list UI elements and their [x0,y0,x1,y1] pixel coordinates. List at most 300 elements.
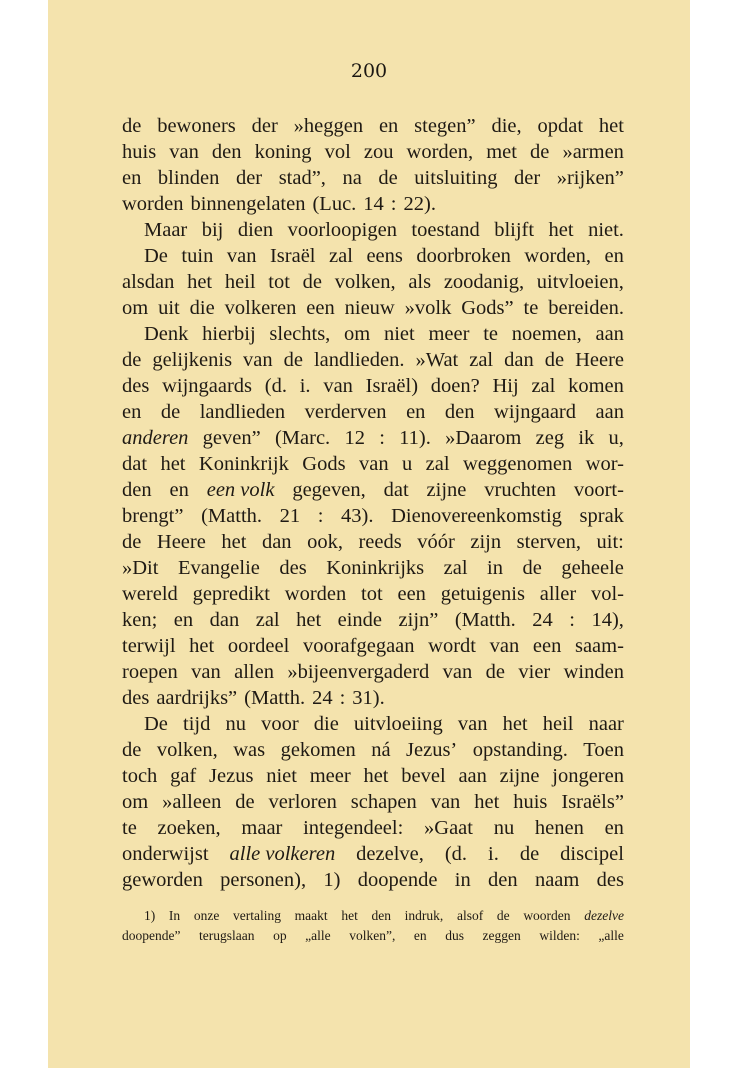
word: nu [225,713,246,735]
word: woorden [523,908,571,923]
word: wijngaard [494,401,577,423]
word: heil [542,713,574,735]
word: het [187,271,213,293]
word: zeg [535,427,565,449]
word: stegen” [414,115,476,137]
word: weggenomen [462,453,573,475]
word: Koninkrijks [326,557,425,579]
word: de [530,141,550,163]
word: vol- [590,583,624,605]
word: van [489,635,520,657]
word: aan [458,765,487,787]
word: meer [428,323,470,345]
word: onderwijst [122,843,209,865]
word: gelijkenis [152,349,233,371]
footnote-line [122,926,624,946]
text-line [122,425,624,451]
word: en [604,245,624,267]
word: Israël) [365,375,419,397]
word: van [457,713,488,735]
word: dan [261,531,292,553]
word: Hij [492,375,519,397]
word: aardrijks” [156,687,238,709]
word: einde [337,609,383,631]
word: »armen [562,141,624,163]
word: Heere [156,531,206,553]
word: des [122,375,150,397]
word: bevel [401,765,446,787]
word: den [211,141,242,163]
word: die [313,713,339,735]
word: vier [518,661,551,683]
word: i. [299,375,311,397]
word: tijd [183,713,211,735]
word: Jezus [209,765,254,787]
word: aller [539,583,577,605]
word: (d. [264,375,287,397]
word: zijn” [398,609,439,631]
word: het [221,531,247,553]
word: te [122,817,137,839]
word: de [496,908,510,923]
word: 1) [144,908,156,923]
text-line [122,555,624,581]
word: 24 [532,609,553,631]
word: van [243,349,273,371]
word: 31). [352,687,385,709]
word: 22). [403,193,436,215]
word: om [122,297,149,319]
word: het [548,219,574,241]
word: vertaling [233,908,281,923]
text-line [122,659,624,685]
word: de [302,271,322,293]
word: huis [513,791,548,813]
word: tot [361,583,383,605]
text-line [122,243,624,269]
word: »heggen [293,115,364,137]
text-line [122,295,624,321]
word: uitvloeiing [353,713,443,735]
word: personen), [220,869,307,891]
word: en [378,115,399,137]
word: Jezus’ [406,739,458,761]
word: 21 [279,505,301,527]
word: sprak [579,505,624,527]
word: uitvloeien, [536,271,624,293]
word: van [430,791,461,813]
word: dien [237,219,274,241]
word: landlieden. [313,349,405,371]
word: ook, [307,531,343,553]
word: »volk [404,297,452,319]
word: heil [224,271,256,293]
text-line [122,607,624,633]
text-line [122,503,624,529]
word: het [598,115,624,137]
text-line [122,217,624,243]
word: slechts, [269,323,331,345]
word: : [390,193,397,215]
word: zou [363,141,394,163]
word: volken”, [349,928,396,943]
word: de [519,843,540,865]
word: de [160,401,181,423]
word: volkeren [224,297,297,319]
text-line [122,581,624,607]
word: dan [209,609,240,631]
word: Gods [302,453,346,475]
text-line [122,477,624,503]
word: zoodanig, [443,271,525,293]
word: stad”, [278,167,326,189]
word: u, [608,427,624,449]
word: zal [255,609,280,631]
word: de [122,349,142,371]
word: voort- [573,479,624,501]
word: gepredikt [192,583,270,605]
word: vóór [417,531,455,553]
word: wijngaards [162,375,253,397]
word: opdat [537,115,584,137]
word: een [306,297,335,319]
word: noemen, [511,323,582,345]
word: den [488,869,518,891]
word: na [342,167,362,189]
text-line [122,139,624,165]
word: zal [425,453,450,475]
word: geheele [561,557,624,579]
word: om [344,323,371,345]
word: der [514,167,541,189]
word: doen? [430,375,480,397]
word: blijft [494,219,535,241]
word: indruk, [404,908,444,923]
text-line [122,737,624,763]
text-line [122,815,624,841]
word: 43). [341,505,374,527]
word: de [485,661,505,683]
word: voor [261,713,299,735]
word: blinden [157,167,220,189]
word: dat [383,479,409,501]
word: het [296,609,322,631]
word: wordt [428,635,476,657]
word: brengt” [122,505,184,527]
word: ken; [122,609,158,631]
word: binnengelaten [190,193,306,215]
word: In [168,908,181,923]
word: (Marc. [274,427,331,449]
word: voorafgegaan [302,635,415,657]
word: Israëls” [561,791,624,813]
word: zijne [426,479,467,501]
word: volken, [156,739,218,761]
word: : [569,609,575,631]
word: allen [234,661,274,683]
word: ik [578,427,595,449]
word: Heere [575,349,624,371]
word: des [596,869,624,891]
word: naam [534,869,580,891]
text-line [122,867,624,893]
word: Toen [583,739,624,761]
word: en [169,479,189,501]
word: die, [491,115,522,137]
word: 11). [399,427,431,449]
word: gegeven, [292,479,366,501]
word: een [397,583,426,605]
word: als [408,271,432,293]
text-line [122,841,624,867]
word: (Luc. [312,193,357,215]
word: van [358,453,389,475]
word: en [122,167,142,189]
word: jongeren [552,765,624,787]
word: doopende [357,869,438,891]
word: toestand [411,219,480,241]
word: uit: [596,531,624,553]
text-line [122,113,624,139]
word: (Matth. [244,687,306,709]
footnote [122,906,624,946]
word: maar [241,817,283,839]
word: doopende” [122,928,181,943]
word: en [413,928,427,943]
word: : [317,505,324,527]
word: reeds [358,531,402,553]
word: van [442,661,473,683]
word: De [144,245,168,267]
word: Gods” [461,297,514,319]
word: komen [568,375,624,397]
word: het [341,908,358,923]
word: van [226,245,257,267]
word: roepen [122,661,178,683]
text-line [122,789,624,815]
text-line [122,763,624,789]
word: alsof [456,908,484,923]
word: (Matth. [201,505,263,527]
word: te [483,323,498,345]
word: vruchten [484,479,556,501]
word: dus [445,928,464,943]
word: wereld [122,583,178,605]
word: den [122,479,152,501]
word: niet [383,323,415,345]
word: een [532,635,562,657]
word: De [144,713,168,735]
word: tot [268,271,290,293]
word: een volk [206,479,275,501]
word: »Wat [415,349,459,371]
word: niet. [588,219,624,241]
body-text [122,113,624,893]
word: met [486,141,517,163]
word: getuigenis [440,583,525,605]
word: verderven [304,401,387,423]
word: terugslaan [199,928,255,943]
word: Dienovereenkomstig [391,505,562,527]
word: doorbroken [416,245,511,267]
word: der [251,115,278,137]
word: 14 [363,193,384,215]
word: zal [531,375,556,397]
word: worden, [406,141,474,163]
text-line [122,451,624,477]
word: den [444,401,475,423]
word: saam- [574,635,624,657]
word: het [189,635,215,657]
word: integendeel: [303,817,404,839]
word: het [502,713,528,735]
word: de [122,531,142,553]
word: opstanding. [472,739,568,761]
word: alsdan [122,271,175,293]
word: huis [122,141,157,163]
word: des [279,557,307,579]
word: winden [563,661,624,683]
word: naar [588,713,624,735]
word: zijne [499,765,540,787]
word: te [523,297,539,319]
word: terwijl [122,635,176,657]
word: aan [595,401,624,423]
word: van [323,375,353,397]
word: dat [122,453,148,475]
word: : [379,427,385,449]
word: maakt [294,908,328,923]
text-line [122,373,624,399]
word: 12 [344,427,365,449]
text-line [122,321,624,347]
word: dan [504,349,534,371]
word: in [487,557,503,579]
text-line [122,685,624,711]
word: discipel [560,843,624,865]
word: de [522,557,542,579]
word: »Dit [122,557,159,579]
page-number: 200 [350,60,388,82]
word: hierbij [202,323,256,345]
word: „alle [598,928,624,943]
word: van [169,141,199,163]
text-line [122,633,624,659]
word: Israël [269,245,316,267]
word: en [122,401,142,423]
text-line [122,529,624,555]
text-line [122,191,624,217]
word: dezelve, [356,843,424,865]
text-line [122,165,624,191]
word: (Matth. [454,609,516,631]
word: volken, [334,271,396,293]
word: »rijken” [556,167,624,189]
word: voorloopigen [287,219,397,241]
word: toch [122,765,158,787]
word: gaf [170,765,197,787]
word: zal [443,557,468,579]
word: landlieden [199,401,286,423]
book-page [48,0,690,1068]
word: bewoners [157,115,236,137]
word: tuin [181,245,214,267]
word: en [604,817,624,839]
word: Koninkrijk [198,453,289,475]
word: geworden [122,869,203,891]
word: anderen [122,427,189,449]
word: 1) [323,869,341,891]
word: henen [534,817,584,839]
word: u [402,453,413,475]
word: om [122,791,149,813]
word: bij [201,219,224,241]
word: verloren [268,791,337,813]
word: dezelve [584,908,624,923]
word: eens [366,245,403,267]
word: schapen [350,791,417,813]
word: de [122,115,142,137]
word: meer [309,765,351,787]
word: „alle [305,928,331,943]
word: »Gaat [424,817,473,839]
word: der [235,167,263,189]
word: worden [284,583,347,605]
word: wilden: [539,928,580,943]
word: het [363,765,389,787]
word: 14), [591,609,624,631]
word: zeggen [482,928,521,943]
word: »bijeenvergaderd [287,661,430,683]
word: uitsluiting [414,167,498,189]
word: oordeel [227,635,290,657]
word: Evangelie [177,557,260,579]
word: het [474,791,500,813]
word: worden [122,193,184,215]
word: : [339,687,346,709]
word: zal [329,245,353,267]
word: koning [254,141,312,163]
word: wor- [585,453,624,475]
word: i. [488,843,499,865]
footnote-line [122,906,624,926]
word: ná [371,739,391,761]
word: (d. [444,843,468,865]
word: gekomen [280,739,356,761]
word: nieuw [344,297,395,319]
word: zijn [470,531,502,553]
word: geven” [202,427,261,449]
word: bereiden. [548,297,624,319]
word: van [191,661,221,683]
text-line [122,269,624,295]
text-line [122,347,624,373]
word: en [406,401,426,423]
text-line [122,399,624,425]
word: de [235,791,255,813]
text-line [122,711,624,737]
word: zoeken, [157,817,221,839]
word: de [544,349,565,371]
word: sterven, [516,531,581,553]
word: alle volkeren [229,843,336,865]
word: de [122,739,142,761]
word: onze [193,908,220,923]
word: was [233,739,266,761]
word: 24 [312,687,333,709]
word: uit [158,297,180,319]
word: Maar [144,219,188,241]
